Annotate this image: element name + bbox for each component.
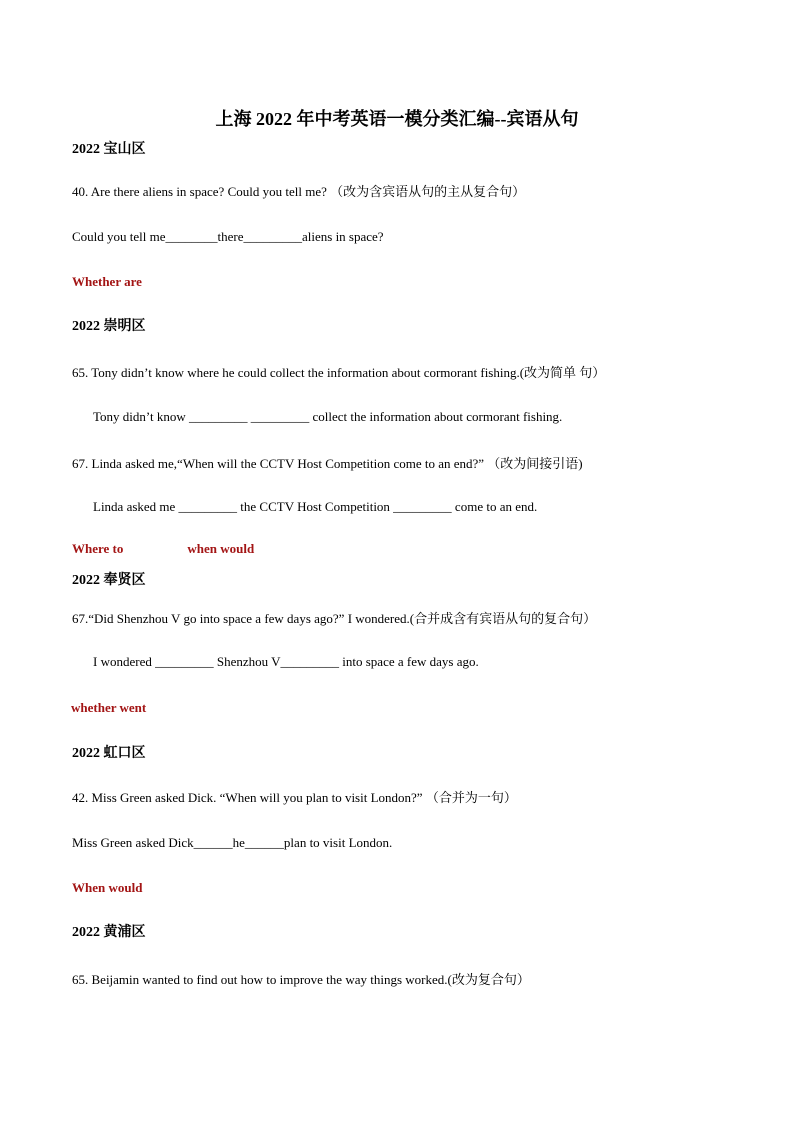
question-text: 67. Linda asked me,“When will the CCTV Host Competition come to an end?” （改为间接引语) xyxy=(72,456,583,471)
page-title: 上海 2022 年中考英语一模分类汇编--宾语从句 xyxy=(215,109,579,129)
question-prompt: I wondered _________ Shenzhou V_________ into space a few days ago. xyxy=(93,654,479,669)
question-prompt: Could you tell me________there_________aliens in space? xyxy=(72,229,384,244)
question-text: 42. Miss Green asked Dick. “When will you plan to visit London?” （合并为一句） xyxy=(72,790,517,805)
question-text: 40. Are there aliens in space? Could you tell me? （改为含宾语从句的主从复合句） xyxy=(72,184,526,199)
section-heading: 2022 虹口区 xyxy=(72,746,146,761)
section-heading: 2022 黄浦区 xyxy=(72,925,146,940)
answer-text: Whether are xyxy=(72,274,142,289)
question-text: 67.“Did Shenzhou V go into space a few days ago?” I wondered.(合并成含有宾语从句的复合句） xyxy=(72,611,597,626)
answer-text: whether went xyxy=(71,700,147,715)
question-prompt: Linda asked me _________ the CCTV Host Competition _________ come to an end. xyxy=(93,499,538,514)
section-heading: 2022 崇明区 xyxy=(72,319,146,334)
answer-part: when would xyxy=(187,541,255,556)
answer-text xyxy=(72,541,254,557)
answer-text: When would xyxy=(72,880,143,895)
section-heading: 2022 奉贤区 xyxy=(72,573,146,588)
answer-part: Where to xyxy=(72,541,124,556)
question-text: 65. Beijamin wanted to find out how to improve the way things worked.(改为复合句） xyxy=(72,972,530,987)
question-prompt: Tony didn’t know _________ _________ collect the information about cormorant fishing. xyxy=(93,409,563,424)
section-heading: 2022 宝山区 xyxy=(72,142,146,157)
question-text: 65. Tony didn’t know where he could collect the information about cormorant fishing.(改为简单 句） xyxy=(72,365,606,380)
question-prompt: Miss Green asked Dick______he______plan to visit London. xyxy=(72,835,393,850)
